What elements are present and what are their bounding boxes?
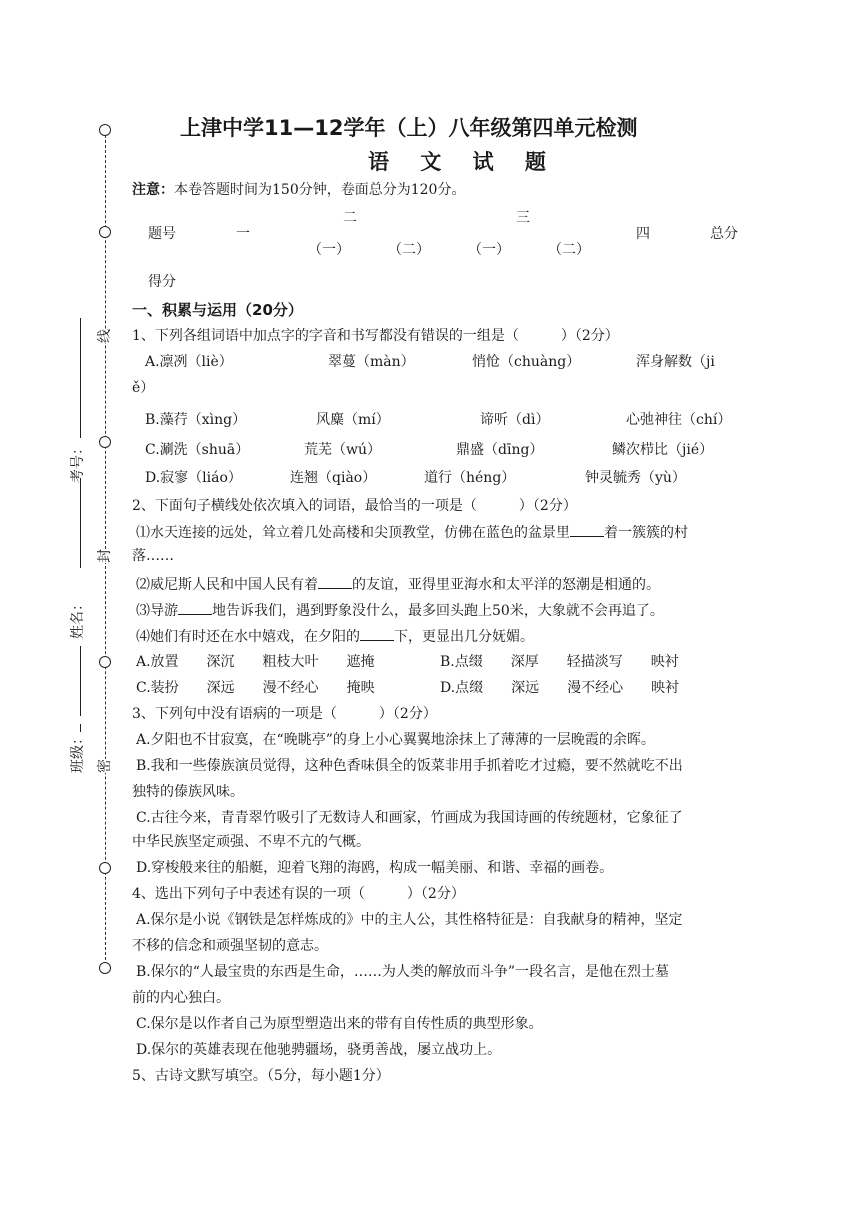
q4-optB-line1: B.保尔的“人最宝贵的东西是生命，……为人类的解放而斗争”一段名言，是他在烈士墓 [136, 964, 670, 980]
banji-label: 班级： [70, 731, 86, 773]
binding-circle [99, 124, 111, 136]
q2-sentence-1: ⑴水天连接的远处，耸立着几处高楼和尖顶教堂，仿佛在蓝色的盆景里 着一簇簇的村 [136, 522, 688, 543]
q1-optD-3: 道行（héng） [424, 470, 516, 486]
col-3-sub-1: （一） [468, 242, 510, 258]
q1-optC-1: C.涮洗（shuā） [145, 442, 250, 458]
q2-blank-1 [570, 522, 604, 537]
binding-circle [99, 862, 111, 874]
margin-feng: 封 [94, 549, 114, 563]
q1-optC-3: 鼎盛（dīng） [456, 442, 544, 458]
q4-optA-line2: 不移的信念和顽强坚韧的意志。 [132, 938, 328, 954]
notice-text: 本卷答题时间为150分钟，卷面总分为120分。 [174, 182, 466, 198]
q1-optB-2: 风麋（mí） [316, 412, 390, 428]
q5-stem: 5、古诗文默写填空。（5分，每小题1分） [132, 1068, 390, 1084]
binding-circle [99, 656, 111, 668]
col-2-sub-2: （二） [388, 242, 430, 258]
col-3: 三 [516, 210, 530, 226]
q2-optC: C.装扮 深远 漫不经心 掩映 [136, 680, 375, 696]
q2-optD: D.点缀 深远 漫不经心 映衬 [440, 680, 680, 696]
col-4: 四 [636, 226, 650, 242]
notice [132, 180, 465, 200]
q3-optA: A.夕阳也不甘寂寞，在“晚眺亭”的身上小心翼翼地涂抹上了薄薄的一层晚霞的余晖。 [136, 732, 655, 748]
col-1: 一 [236, 226, 250, 242]
kaohao-underline-2 [80, 478, 81, 568]
q2-stem: 2、下面句子横线处依次填入的词语，最恰当的一项是（ ）（2分） [132, 498, 577, 514]
q1-optB-4: 心弛神往（chí） [626, 412, 732, 428]
col-2: 二 [343, 210, 357, 226]
q2-optA: A.放置 深沉 粗枝大叶 遮掩 [136, 654, 375, 670]
binding-circle [99, 436, 111, 448]
col-2-sub-1: （一） [308, 242, 350, 258]
q3-optD: D.穿梭般来往的船艇，迎着飞翔的海鸥，构成一幅美丽、和谐、幸福的画卷。 [136, 860, 614, 876]
q2-sentence-2: ⑵威尼斯人民和中国人民有着 的友谊，亚得里亚海水和太平洋的怒潮是相通的。 [136, 574, 660, 595]
q2-blank-3 [178, 600, 212, 615]
q2-sentence-4: ⑷她们有时还在水中嬉戏，在夕阳的 下，更显出几分妩媚。 [136, 626, 534, 647]
margin-xian: 线 [94, 329, 114, 343]
row-label-tihao: 题号 [148, 226, 176, 242]
q2-blank-2 [318, 574, 352, 589]
col-total: 总分 [710, 226, 738, 242]
binding-circle [99, 962, 111, 974]
binding-circle [99, 226, 111, 238]
q4-optB-line2: 前的内心独白。 [132, 990, 230, 1006]
col-3-sub-2: （二） [548, 242, 590, 258]
q2-optB: B.点缀 深厚 轻描淡写 映衬 [440, 654, 679, 670]
q4-optC: C.保尔是以作者自己为原型塑造出来的带有自传性质的典型形象。 [136, 1016, 543, 1032]
exam-subtitle: 语 文 试 题 [368, 150, 558, 174]
q1-optC-4: 鳞次栉比（jié） [612, 442, 714, 458]
exam-title: 上津中学11—12学年（上）八年级第四单元检测 [180, 116, 638, 140]
q2-sentence-1-cont: 落…… [132, 548, 174, 564]
q1-optD-4: 钟灵毓秀（yù） [585, 470, 686, 486]
q3-optB-line2: 独特的傣族风味。 [132, 784, 244, 800]
q1-optD-1: D.寂寥（liáo） [145, 470, 242, 486]
q3-optC-line2: 中华民族坚定顽强、不卑不亢的气概。 [132, 834, 370, 850]
q3-stem: 3、下列句中没有语病的一项是（ ）（2分） [132, 706, 437, 722]
xingming-underline [80, 646, 81, 716]
q1-optB-1: B.藻荇（xìng） [145, 412, 247, 428]
row-label-defen: 得分 [148, 274, 176, 290]
q1-optC-2: 荒芜（wú） [304, 442, 381, 458]
kaohao-underline [80, 318, 81, 438]
q2-sentence-3: ⑶导游 地告诉我们，遇到野象没什么，最多回头跑上50米，大象就不会再追了。 [136, 600, 664, 621]
q4-optA-line1: A.保尔是小说《钢铁是怎样炼成的》中的主人公，其性格特征是：自我献身的精神，坚定 [136, 912, 683, 928]
q3-optC-line1: C.古往今来，青青翠竹吸引了无数诗人和画家，竹画成为我国诗画的传统题材，它象征了 [136, 810, 683, 826]
section-1-heading: 一、积累与运用（20分） [132, 301, 303, 319]
q3-optB-line1: B.我和一些傣族演员觉得，这种色香味俱全的饭菜非用手抓着吃才过瘾，要不然就吃不出 [136, 758, 683, 774]
margin-mi: 密 [94, 759, 114, 773]
q1-optA-2: 翠蔓（màn） [328, 354, 415, 370]
q1-optA-4: 浑身解数（ji [636, 354, 715, 370]
q4-optD: D.保尔的英雄表现在他驰骋疆场，骁勇善战，屡立战功上。 [136, 1042, 502, 1058]
notice-label: 注意： [132, 182, 174, 198]
q1-optA-cont: ě） [132, 380, 155, 396]
banji-underline [80, 724, 81, 732]
kaohao-label: 考号： [70, 441, 86, 483]
q1-stem: 1、下列各组词语中加点字的字音和书写都没有错误的一组是（ ）（2分） [132, 328, 619, 344]
q4-stem: 4、选出下列句子中表述有误的一项（ ）（2分） [132, 886, 465, 902]
q1-optB-3: 谛听（dì） [480, 412, 550, 428]
q2-blank-4 [360, 626, 394, 641]
q1-optA-1: A.凛冽（liè） [145, 354, 233, 370]
q1-optA-3: 悄怆（chuàng） [472, 354, 581, 370]
xingming-label: 姓名： [70, 597, 86, 639]
q1-optD-2: 连翘（qiào） [290, 470, 377, 486]
